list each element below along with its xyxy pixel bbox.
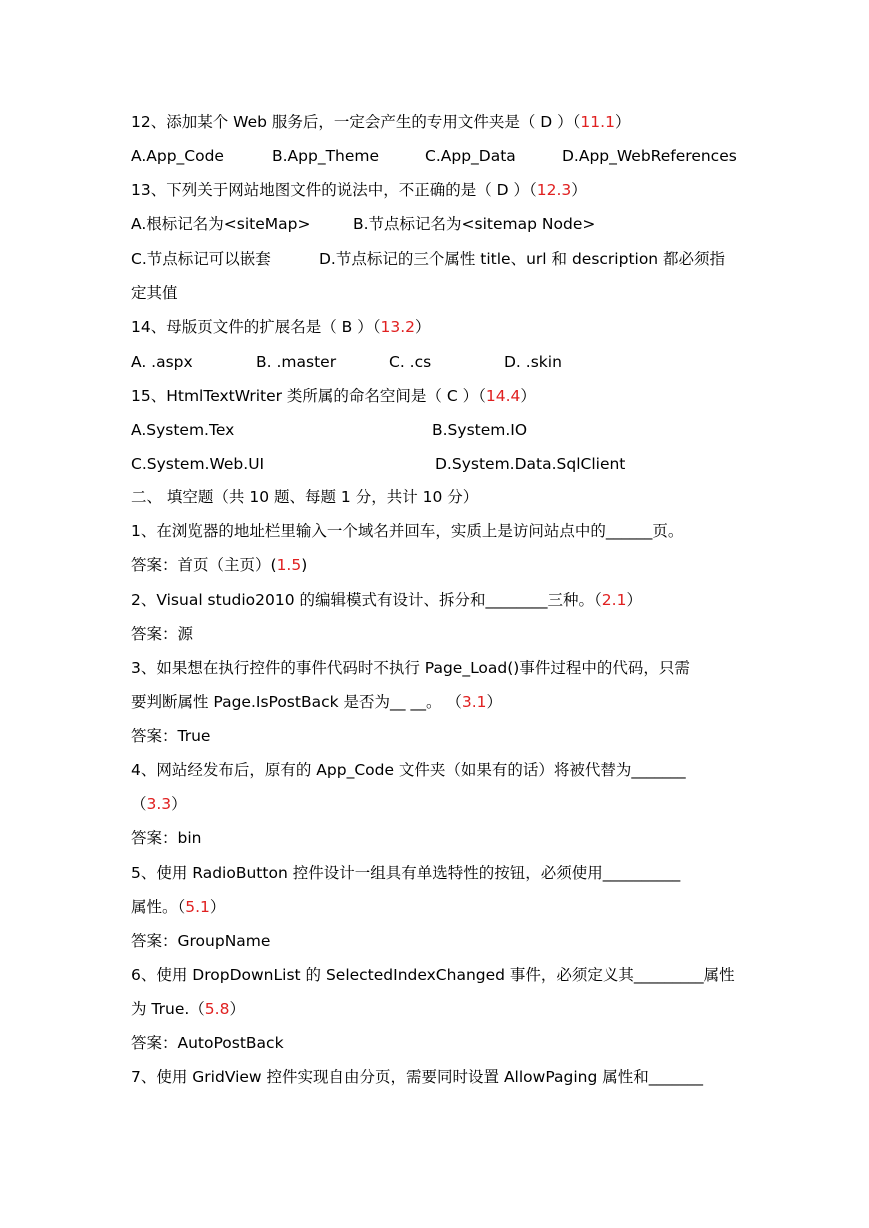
section-reference: 14.4 — [485, 387, 521, 405]
question-text: 12、添加某个 Web 服务后，一定会产生的专用文件夹是（ D ）（ — [131, 113, 581, 131]
paren-close: ） — [520, 387, 536, 405]
option-a: A.App_Code — [131, 147, 224, 165]
question-text-continued: 要判断属性 Page.IsPostBack 是否为__ __。 （ — [131, 693, 462, 711]
question-14-options — [131, 350, 741, 374]
option-b: B.System.IO — [432, 421, 528, 439]
option-b: B.App_Theme — [272, 147, 380, 165]
section-reference: 5.1 — [185, 898, 210, 916]
question-15 — [131, 384, 741, 408]
option-a: A.System.Tex — [131, 421, 235, 439]
option-d: D.App_WebReferences — [562, 147, 737, 165]
fill-question-6-continued — [131, 997, 741, 1021]
option-c: C. .cs — [389, 353, 432, 371]
fill-question-1 — [131, 519, 741, 543]
fill-question-5-continued — [131, 895, 741, 919]
section-reference: 5.8 — [204, 1000, 230, 1018]
section-reference: 2.1 — [601, 591, 627, 609]
option-d: D. .skin — [504, 353, 562, 371]
paren-close: ） — [614, 113, 631, 131]
fill-question-7 — [131, 1065, 741, 1089]
question-text-continued: 属性。（ — [131, 898, 186, 916]
section-reference: 3.1 — [461, 693, 487, 711]
paren-open: （ — [131, 795, 147, 813]
section-reference: 12.3 — [536, 181, 572, 199]
fill-answer-2 — [131, 622, 741, 646]
fill-question-6 — [131, 963, 741, 987]
paren-close: ) — [301, 556, 308, 574]
question-12-options — [131, 144, 741, 168]
section-reference: 11.1 — [580, 113, 615, 131]
section-reference: 1.5 — [276, 556, 302, 574]
section-heading-text: 二、 填空题（共 10 题、每题 1 分，共计 10 分） — [131, 488, 479, 506]
option-d-continued: 定其值 — [131, 284, 178, 302]
answer-text: 答案：bin — [131, 829, 202, 847]
paren-close: ） — [414, 318, 431, 336]
question-13-options-cd — [131, 247, 741, 271]
answer-text: 答案：GroupName — [131, 932, 271, 950]
fill-answer-5 — [131, 929, 741, 953]
option-c: C.App_Data — [425, 147, 516, 165]
question-14 — [131, 315, 741, 339]
question-text-continued: 为 True.（ — [131, 1000, 205, 1018]
question-13-options-ab — [131, 212, 741, 236]
fill-answer-1 — [131, 553, 741, 577]
paren-close: ） — [626, 591, 642, 609]
fill-question-4-continued — [131, 792, 741, 816]
option-b: B.节点标记名为<sitemap Node> — [353, 215, 596, 233]
answer-text: 答案：AutoPostBack — [131, 1034, 284, 1052]
question-text: 2、Visual studio2010 的编辑模式有设计、拆分和________三种。（ — [131, 591, 602, 609]
answer-text: 答案：源 — [131, 625, 194, 643]
question-15-options-cd — [131, 452, 741, 476]
question-text: 14、母版页文件的扩展名是（ B ）（ — [131, 318, 381, 336]
question-text: 5、使用 RadioButton 控件设计一组具有单选特性的按钮，必须使用__________ — [131, 864, 681, 882]
option-c: C.System.Web.UI — [131, 455, 265, 473]
option-b: B. .master — [256, 353, 337, 371]
paren-close: ） — [171, 795, 187, 813]
paren-close: ） — [229, 1000, 245, 1018]
fill-question-3-continued — [131, 690, 741, 714]
question-text: 6、使用 DropDownList 的 SelectedIndexChanged 事件，必须定义其_________属性 — [131, 966, 735, 984]
question-text: 3、如果想在执行控件的事件代码时不执行 Page_Load()事件过程中的代码，只需 — [131, 659, 690, 677]
option-c: C.节点标记可以嵌套 — [131, 250, 271, 268]
question-text: 4、网站经发布后，原有的 App_Code 文件夹（如果有的话）将被代替为_______ — [131, 761, 686, 779]
answer-text: 答案：首页（主页）( — [131, 556, 277, 574]
fill-answer-3 — [131, 724, 741, 748]
fill-answer-6 — [131, 1031, 741, 1055]
option-d: D.System.Data.SqlClient — [435, 455, 626, 473]
answer-text: 答案：True — [131, 727, 211, 745]
fill-question-2 — [131, 588, 741, 612]
option-a: A.根标记名为<siteMap> — [131, 215, 311, 233]
section-heading — [131, 485, 741, 509]
paren-close: ） — [571, 181, 587, 199]
fill-question-3 — [131, 656, 741, 680]
question-15-options-ab — [131, 418, 741, 442]
question-13-option-d-continued — [131, 281, 741, 305]
fill-question-4 — [131, 758, 741, 782]
question-text: 13、下列关于网站地图文件的说法中，不正确的是（ D ）（ — [131, 181, 537, 199]
fill-question-5 — [131, 861, 741, 885]
paren-close: ） — [209, 898, 226, 916]
option-a: A. .aspx — [131, 353, 193, 371]
fill-answer-4 — [131, 826, 741, 850]
question-text: 1、在浏览器的地址栏里输入一个域名并回车，实质上是访问站点中的______页。 — [131, 522, 684, 540]
section-reference: 3.3 — [146, 795, 172, 813]
section-reference: 13.2 — [380, 318, 415, 336]
question-text: 15、HtmlTextWriter 类所属的命名空间是（ C ）（ — [131, 387, 486, 405]
question-text: 7、使用 GridView 控件实现自由分页，需要同时设置 AllowPaging 属性和_______ — [131, 1068, 703, 1086]
option-d: D.节点标记的三个属性 title、url 和 description 都必须指 — [319, 250, 726, 268]
question-12 — [131, 110, 741, 134]
question-13 — [131, 178, 741, 202]
paren-close: ） — [486, 693, 503, 711]
